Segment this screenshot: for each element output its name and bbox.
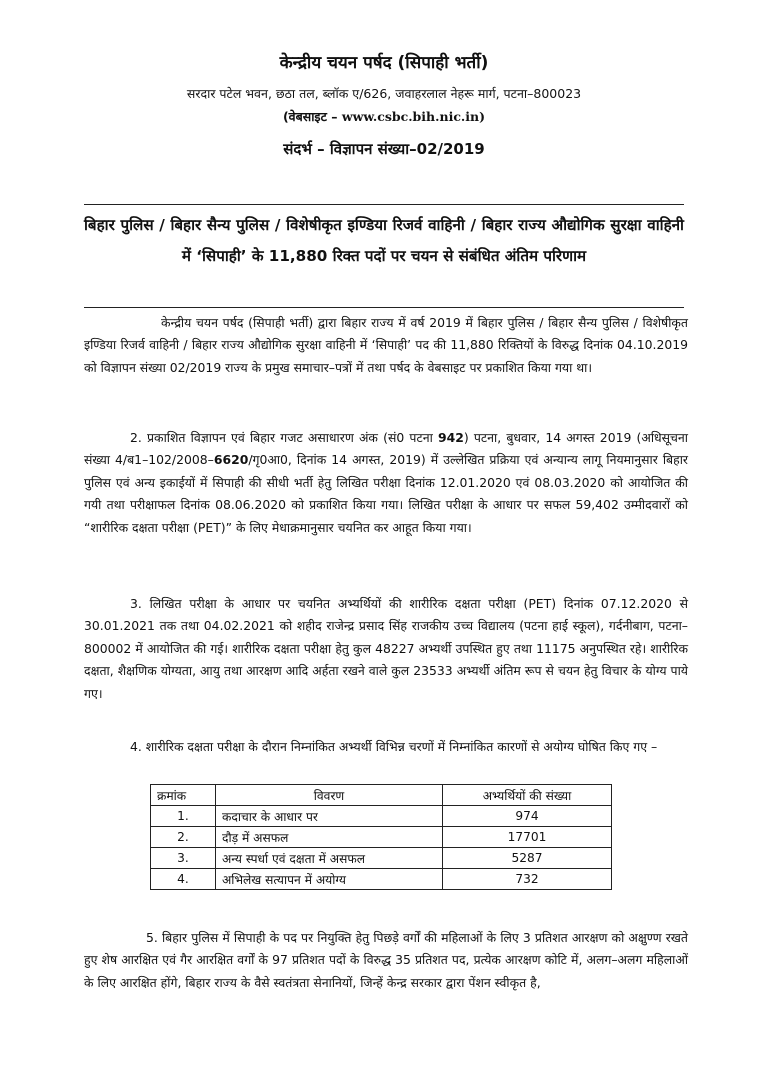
organization-address: सरदार पटेल भवन, छठा तल, ब्लॉक ए/626, जवाहरलाल नेहरू मार्ग, पटना–800023 xyxy=(186,86,582,101)
row-description: दौड़ में असफल xyxy=(216,827,443,848)
website-label: (वेबसाइट – xyxy=(282,109,338,124)
divider-top xyxy=(84,204,684,205)
paragraph-2-text-c: ) पटना, बुधवार, 14 अगस्त 2019 (अधिसूचना संख्या 4/ब1–102/2008– xyxy=(84,430,688,468)
header-candidate-count: अभ्यर्थियों की संख्या xyxy=(443,785,612,806)
row-serial: 1. xyxy=(151,806,216,827)
table-row xyxy=(151,806,612,827)
website-url[interactable]: www.csbc.bih.nic.in) xyxy=(341,109,486,124)
paragraph-5: 5. बिहार पुलिस में सिपाही के पद पर नियुक्ति हेतु पिछड़े वर्गों की महिलाओं के लिए 3 प्रतिशत आरक्षण को अक्षुण्ण रखते हुए शेष आरक्षित एवं गैर आरक्षित वर्गों के 97 प्रतिशत पदों के विरुद्ध 35 प्रतिशत पद, प्रत्येक आरक्षण कोटि में, अलग–अलग महिलाओं के लिए आरक्षित होंगे, बिहार राज्य के वैसे स्वतंत्रता सेनानियों, जिन्हें केन्द्र सरकार द्वारा पेंशन स्वीकृत है, xyxy=(84,930,688,990)
paragraph-1: केन्द्रीय चयन पर्षद (सिपाही भर्ती) द्वारा बिहार राज्य में वर्ष 2019 में बिहार पुलिस / बिहार सैन्य पुलिस / विशेषीकृत इण्डिया रिजर्व वाहिनी / बिहार राज्य औद्योगिक सुरक्षा वाहिनी में ‘सिपाही’ पद की 11,880 रिक्तियों के विरुद्ध दिनांक 04.10.2019 को विज्ञापन संख्या 02/2019 राज्य के प्रमुख समाचार–पत्रों में तथा पर्षद के वेबसाइट पर प्रकाशित किया गया था। xyxy=(84,315,688,375)
organization-title: केन्द्रीय चयन पर्षद (सिपाही भर्ती) xyxy=(279,53,489,73)
result-headline: बिहार पुलिस / बिहार सैन्य पुलिस / विशेषीकृत इण्डिया रिजर्व वाहिनी / बिहार राज्य औद्योगिक सुरक्षा वाहिनी में ‘सिपाही’ के 11,880 रिक्त पदों पर चयन से संबंधित अंतिम परिणाम xyxy=(84,216,684,265)
table-row xyxy=(151,869,612,890)
paragraph-2-text-e: /गृ0आ0, दिनांक 14 अगस्त, 2019) में उल्लेखित प्रक्रिया एवं अन्यान्य लागू नियमानुसार बिहार पुलिस एवं अन्य इकाईयों में सिपाही की सीधी भर्ती हेतु लिखित परीक्षा दिनांक 12.01.2020 एवं 08.03.2020 को आयोजित की गयी तथा परीक्षाफल दिनांक 08.06.2020 को प्रकाशित किया गया। लिखित परीक्षा के आधार पर सफल 59,402 उम्मीदवारों को “शारीरिक दक्षता परीक्षा (PET)” के लिए मेधाक्रमानुसार चयनित कर आहूत किया गया। xyxy=(84,452,688,535)
disqualification-table xyxy=(150,784,612,890)
header-description: विवरण xyxy=(216,785,443,806)
row-count: 17701 xyxy=(443,827,612,848)
table-row xyxy=(151,827,612,848)
notification-number: 6620 xyxy=(213,452,249,468)
table-header-row xyxy=(151,785,612,806)
paragraph-2 xyxy=(84,427,688,539)
row-description: अभिलेख सत्यापन में अयोग्य xyxy=(216,869,443,890)
divider-bottom xyxy=(84,307,684,308)
row-serial: 2. xyxy=(151,827,216,848)
row-count: 732 xyxy=(443,869,612,890)
row-serial: 4. xyxy=(151,869,216,890)
row-count: 974 xyxy=(443,806,612,827)
row-serial: 3. xyxy=(151,848,216,869)
paragraph-2-text-a: 2. प्रकाशित विज्ञापन एवं बिहार गजट असाधारण अंक (सं0 पटना xyxy=(130,430,438,445)
gazette-number: 942 xyxy=(437,430,464,445)
document-page xyxy=(0,50,768,1074)
header-serial: क्रमांक xyxy=(151,785,216,806)
row-description: अन्य स्पर्धा एवं दक्षता में असफल xyxy=(216,848,443,869)
advertisement-reference: संदर्भ – विज्ञापन संख्या–02/2019 xyxy=(283,140,485,158)
website-line xyxy=(0,108,768,125)
paragraph-3: 3. लिखित परीक्षा के आधार पर चयनित अभ्यर्थियों की शारीरिक दक्षता परीक्षा (PET) दिनांक 07.12.2020 से 30.01.2021 तक तथा 04.02.2021 को शहीद राजेन्द्र प्रसाद सिंह राजकीय उच्च विद्यालय (पटना हाई स्कूल), गर्दनीबाग, पटना–800002 में आयोजित की गई। शारीरिक दक्षता परीक्षा हेतु कुल 48227 अभ्यर्थी उपस्थित हुए तथा 11175 अनुपस्थित रहे। शारीरिक दक्षता, शैक्षणिक योग्यता, आयु तथा आरक्षण आदि अर्हता रखने वाले कुल 23533 अभ्यर्थी अंतिम रूप से चयन हेतु विचार के योग्य पाये गए। xyxy=(84,596,688,701)
row-description: कदाचार के आधार पर xyxy=(216,806,443,827)
table-row xyxy=(151,848,612,869)
row-count: 5287 xyxy=(443,848,612,869)
paragraph-4: 4. शारीरिक दक्षता परीक्षा के दौरान निम्नांकित अभ्यर्थी विभिन्न चरणों में निम्नांकित कारणों से अयोग्य घोषित किए गए – xyxy=(130,739,658,754)
